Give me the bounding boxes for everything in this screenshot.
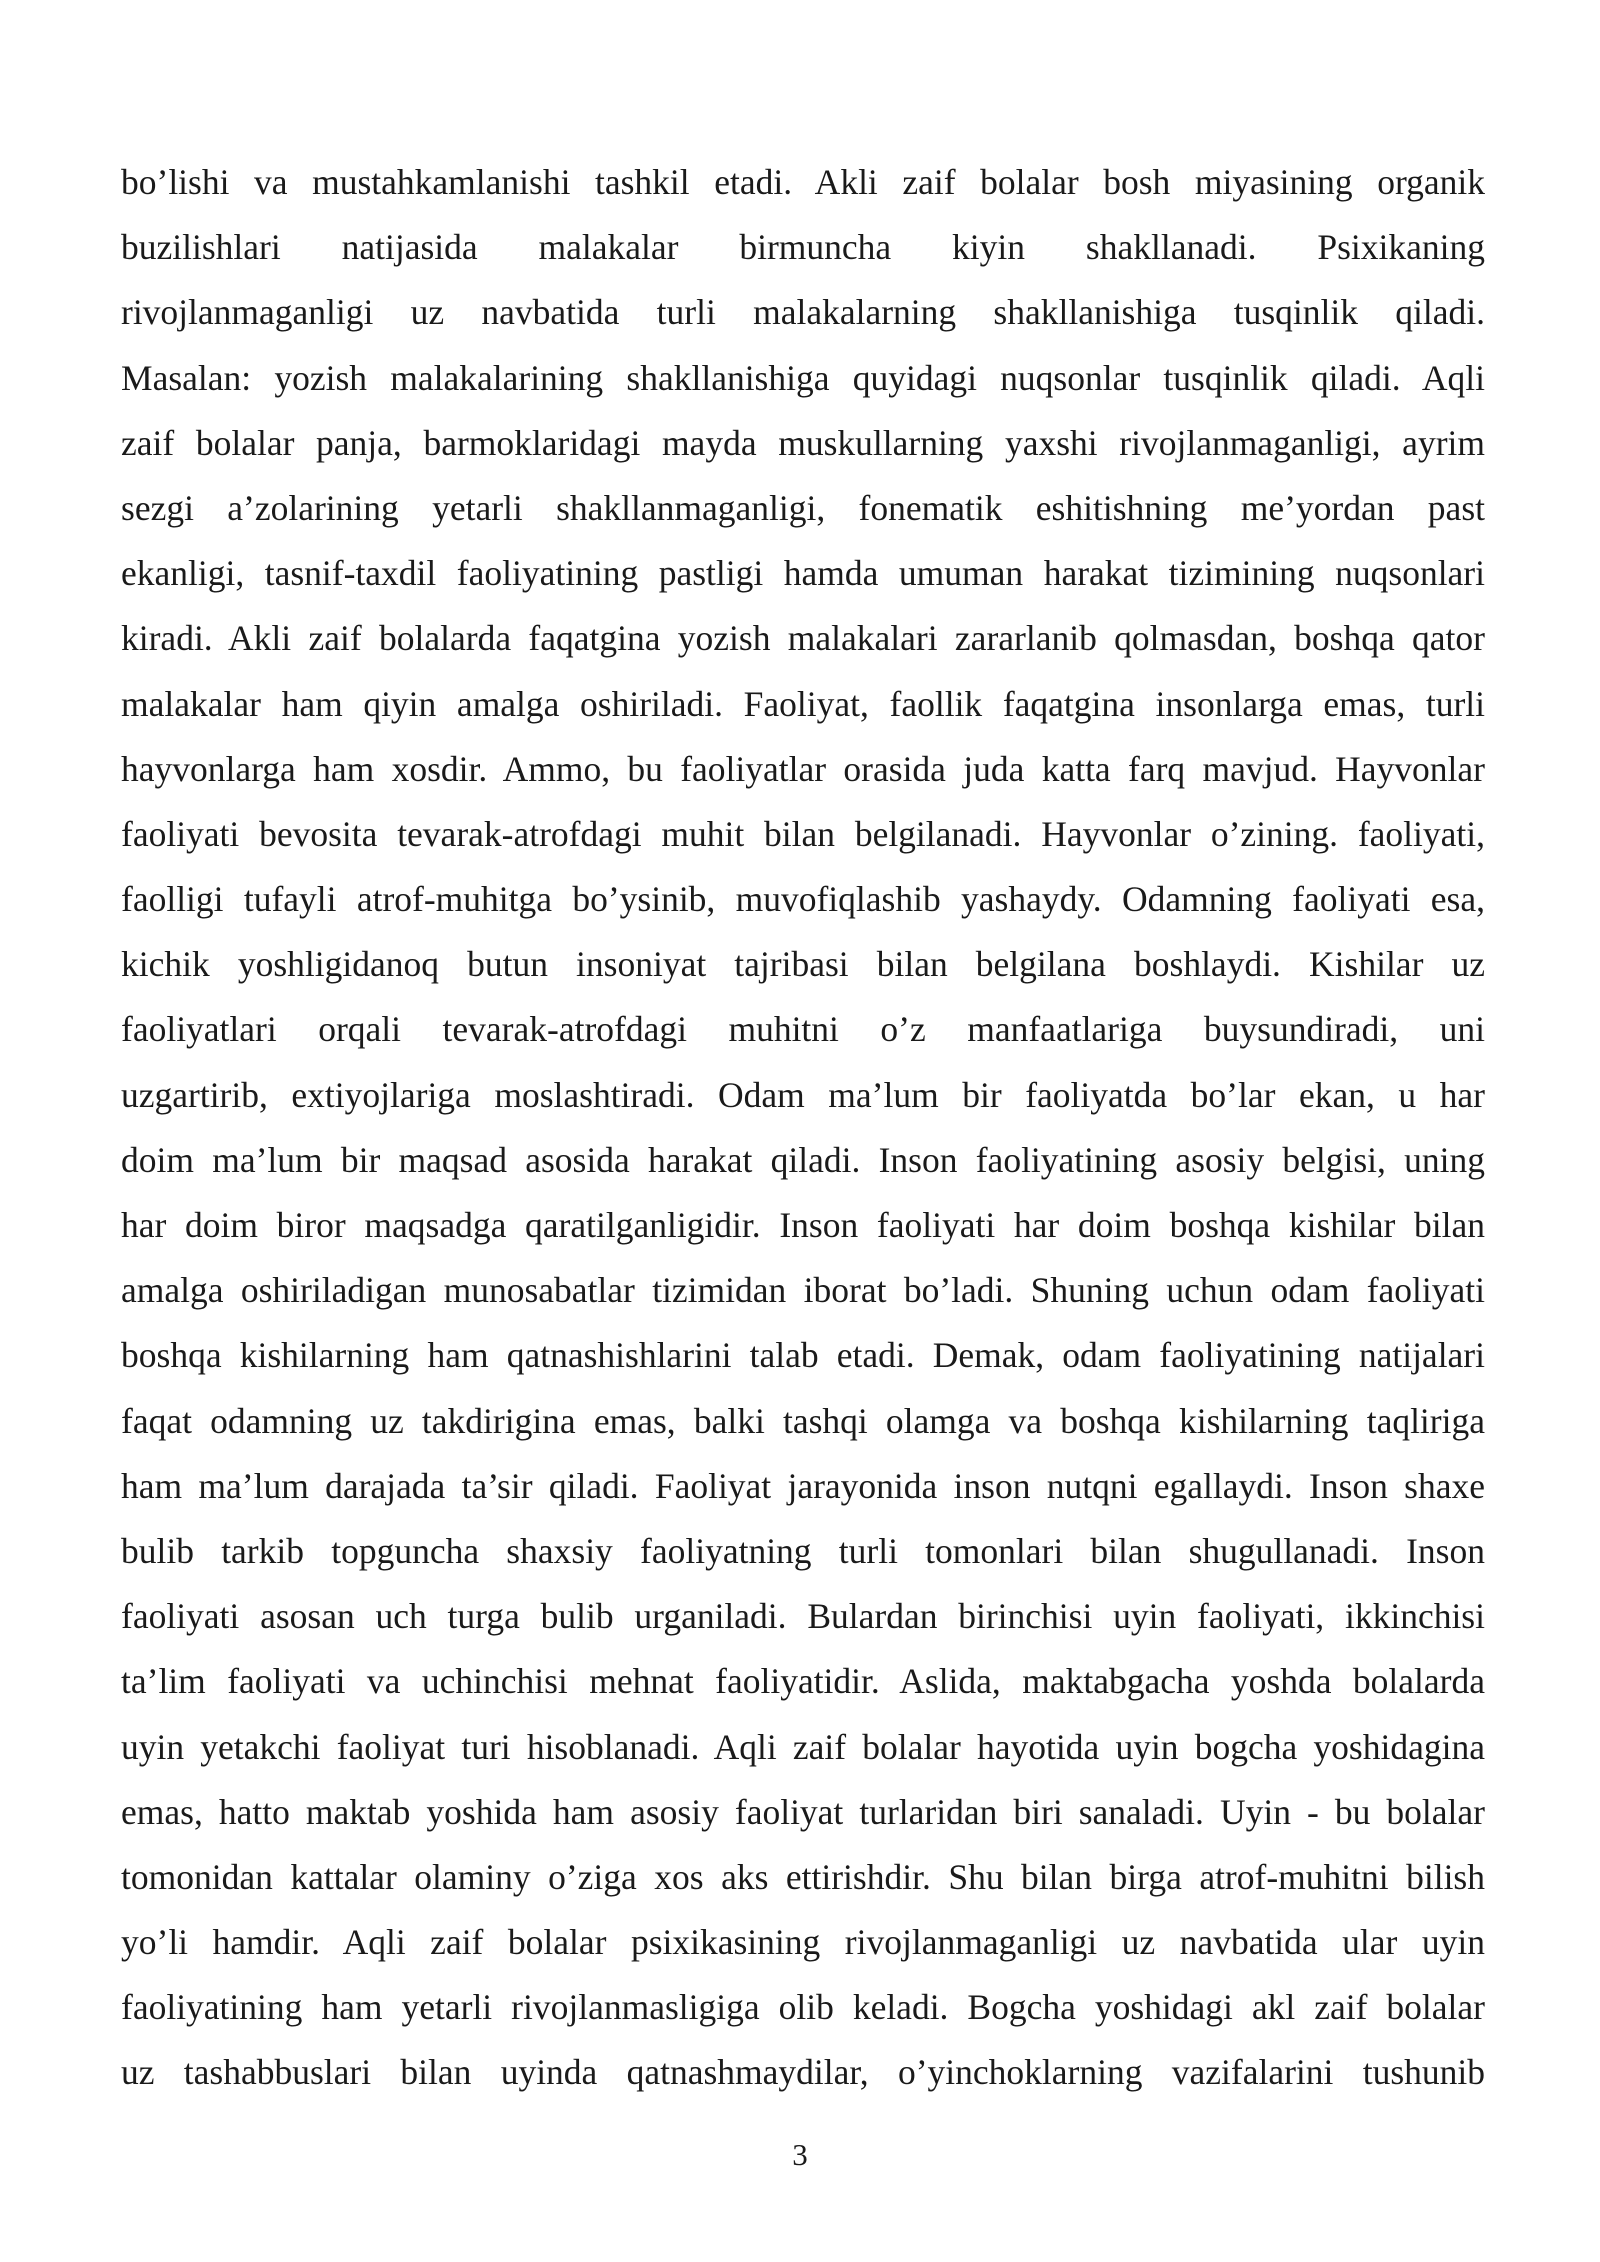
text-line: yo’li hamdir. Aqli zaif bolalar psixikasining rivojlanmaganligi uz navbatida ular uyin [121,1922,1485,1963]
text-line: ham ma’lum darajada ta’sir qiladi. Faoliyat jarayonida inson nutqni egallaydi. Inson shaxe [121,1465,1485,1506]
body-text [121,150,1485,2106]
text-line: sezgi a’zolarining yetarli shakllanmaganligi, fonematik eshitishning me’yordan past [121,487,1485,528]
text-line: zaif bolalar panja, barmoklaridagi mayda muskullarning yaxshi rivojlanmaganligi, ayrim [121,422,1485,463]
text-line: tomonidan kattalar olaminy o’ziga xos aks ettirishdir. Shu bilan birga atrof-muhitni bilish [121,1856,1485,1897]
text-line: emas, hatto maktab yoshida ham asosiy faoliyat turlaridan biri sanaladi. Uyin - bu bolalar [121,1791,1485,1832]
text-line: kiradi. Akli zaif bolalarda faqatgina yozish malakalari zararlanib qolmasdan, boshqa qator [121,618,1485,659]
text-line: Masalan: yozish malakalarining shakllanishiga quyidagi nuqsonlar tusqinlik qiladi. Aqli [121,357,1485,398]
text-line: amalga oshiriladigan munosabatlar tizimidan iborat bo’ladi. Shuning uchun odam faoliyati [121,1270,1485,1311]
text-line: boshqa kishilarning ham qatnashishlarini talab etadi. Demak, odam faoliyatining natijalari [121,1335,1485,1376]
text-line: faoliyatining ham yetarli rivojlanmasligiga olib keladi. Bogcha yoshidagi akl zaif bolalar [121,1987,1485,2028]
text-line: bo’lishi va mustahkamlanishi tashkil etadi. Akli zaif bolalar bosh miyasining organik [121,162,1485,202]
text-line: faoliyati asosan uch turga bulib urganiladi. Bulardan birinchisi uyin faoliyati, ikkinchisi [121,1596,1485,1637]
text-line: rivojlanmaganligi uz navbatida turli malakalarning shakllanishiga tusqinlik qiladi. [121,292,1485,333]
text-line: bulib tarkib topguncha shaxsiy faoliyatning turli tomonlari bilan shugullanadi. Inson [121,1530,1485,1571]
page-number: 3 [792,2137,808,2172]
text-line: ta’lim faoliyati va uchinchisi mehnat faoliyatidir. Aslida, maktabgacha yoshda bolalarda [121,1661,1485,1702]
text-line: buzilishlari natijasida malakalar birmuncha kiyin shakllanadi. Psixikaning [121,227,1485,268]
text-line: doim ma’lum bir maqsad asosida harakat qiladi. Inson faoliyatining asosiy belgisi, uning [121,1139,1485,1180]
text-line: faolligi tufayli atrof-muhitga bo’ysinib, muvofiqlashib yashaydy. Odamning faoliyati esa, [121,879,1485,920]
text-line: malakalar ham qiyin amalga oshiriladi. Faoliyat, faollik faqatgina insonlarga emas, turli [121,683,1485,724]
text-line: hayvonlarga ham xosdir. Ammo, bu faoliyatlar orasida juda katta farq mavjud. Hayvonlar [121,748,1485,789]
text-line: kichik yoshligidanoq butun insoniyat tajribasi bilan belgilana boshlaydi. Kishilar uz [121,944,1485,985]
text-line: har doim biror maqsadga qaratilganligidir. Inson faoliyati har doim boshqa kishilar bilan [121,1205,1485,1245]
text-line: uz tashabbuslari bilan uyinda qatnashmaydilar, o’yinchoklarning vazifalarini tushunib [121,2052,1485,2093]
text-line: faoliyati bevosita tevarak-atrofdagi muhit bilan belgilanadi. Hayvonlar o’zining. faoliyati, [121,813,1485,854]
text-line: faoliyatlari orqali tevarak-atrofdagi muhitni o’z manfaatlariga buysundiradi, uni [121,1009,1485,1050]
text-line: uyin yetakchi faoliyat turi hisoblanadi. Aqli zaif bolalar hayotida uyin bogcha yoshidagina [121,1726,1485,1767]
text-line: ekanligi, tasnif-taxdil faoliyatining pastligi hamda umuman harakat tizimining nuqsonlari [121,553,1485,594]
text-line: uzgartirib, extiyojlariga moslashtiradi. Odam ma’lum bir faoliyatda bo’lar ekan, u har [121,1074,1485,1115]
text-line: faqat odamning uz takdirigina emas, balki tashqi olamga va boshqa kishilarning taqliriga [121,1400,1485,1441]
